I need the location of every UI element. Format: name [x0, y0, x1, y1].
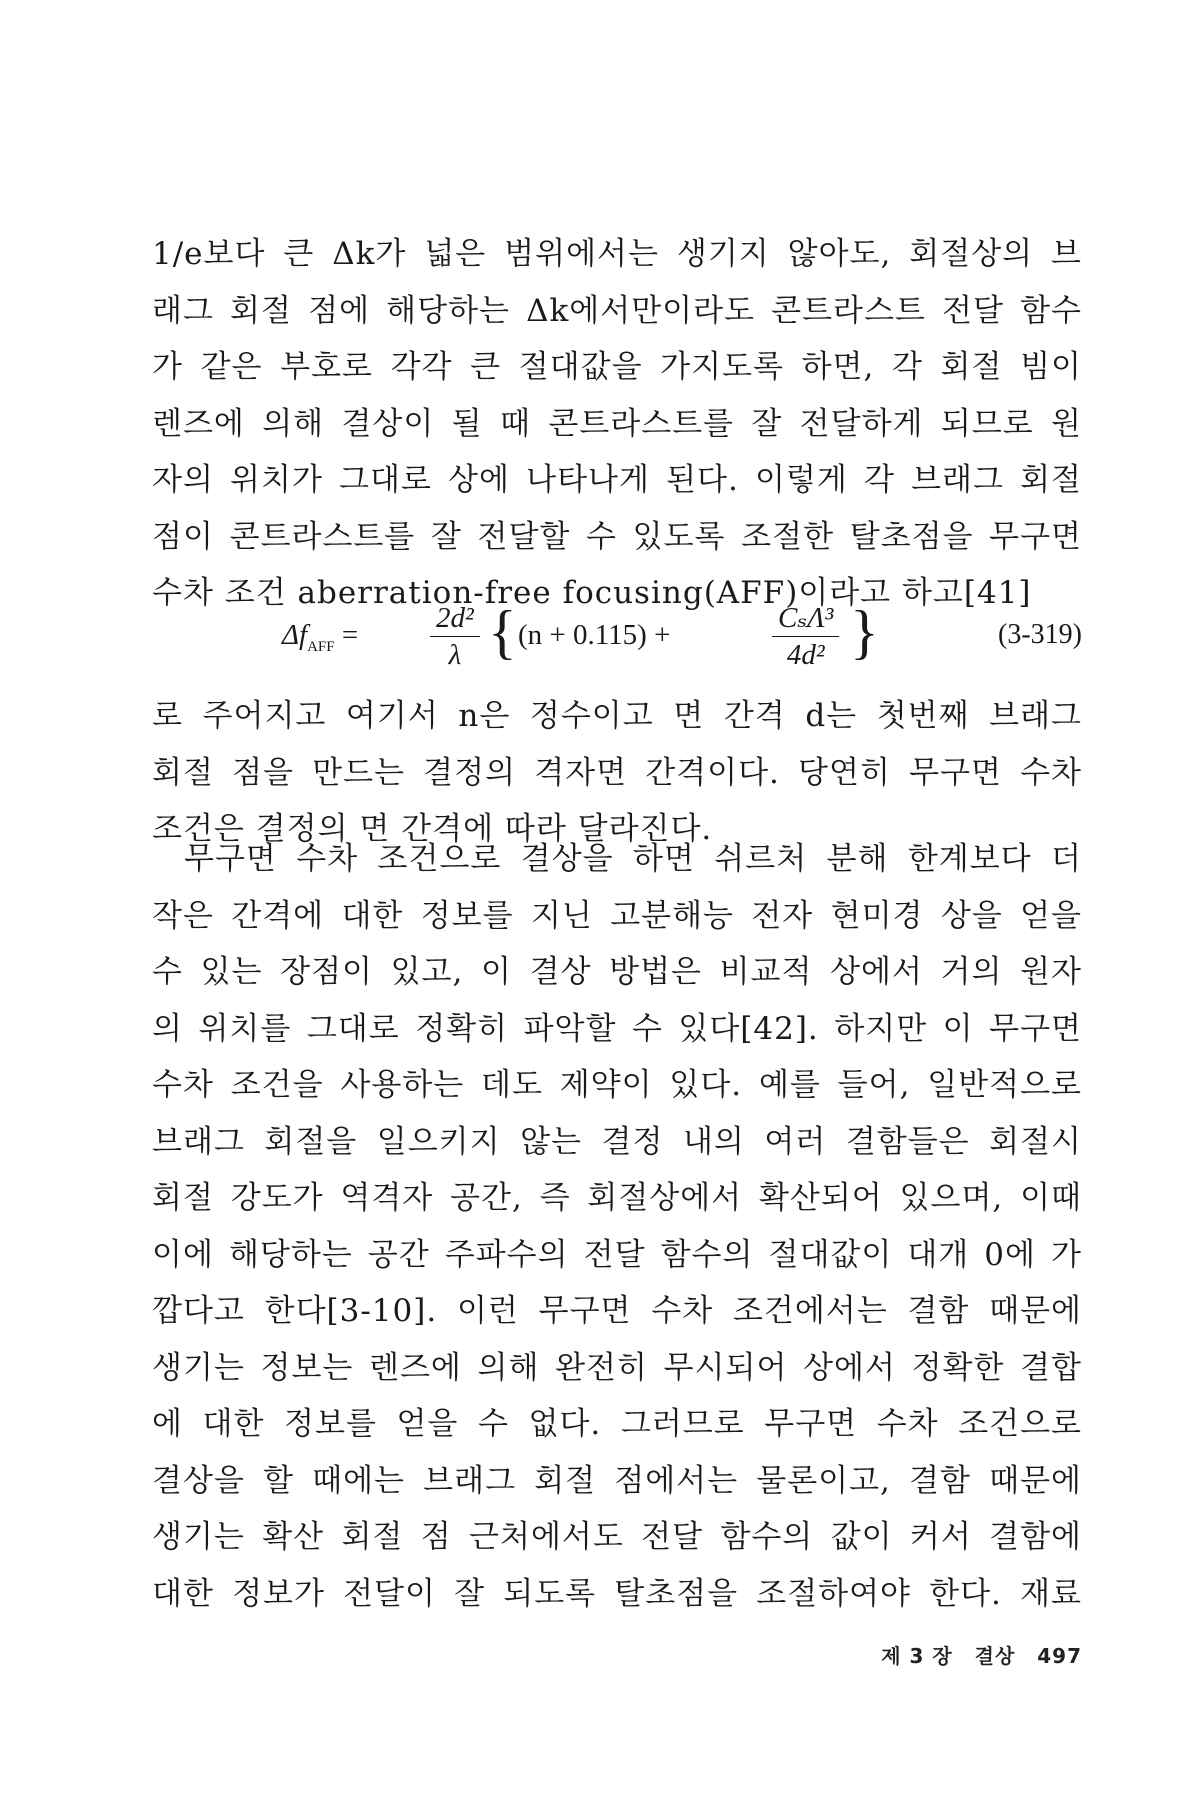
equation-lhs: [282, 619, 358, 656]
text-line: 무구면 수차 조건으로 결상을 하면 쉬르처 분해 한계보다 더: [184, 841, 1082, 877]
text-line: 수차 조건을 사용하는 데도 제약이 있다. 예를 들어, 일반적으로: [152, 1067, 1082, 1103]
text-line: 이에 해당하는 공간 주파수의 전달 함수의 절대값이 대개 0에 가: [152, 1236, 1082, 1273]
fraction-denominator: 4d²: [786, 639, 825, 671]
text-line: 로 주어지고 여기서 n은 정수이고 면 간격 d는 첫번째 브래그: [152, 698, 1082, 734]
fraction-cs-lambda3-over-4d2: [772, 600, 839, 673]
fraction-2d2-over-lambda: [430, 600, 480, 673]
text-line: 생기는 확산 회절 점 근처에서도 전달 함수의 값이 커서 결함에: [152, 1519, 1082, 1555]
equation-middle-term: (n + 0.115) +: [518, 619, 671, 651]
text-line: 회절 강도가 역격자 공간, 즉 회절상에서 확산되어 있으며, 이때: [152, 1180, 1082, 1216]
text-line: 에 대한 정보를 얻을 수 없다. 그러므로 무구면 수차 조건으로: [152, 1406, 1082, 1442]
footer-section: 결상: [974, 1644, 1016, 1668]
equation-number: (3-319): [998, 619, 1082, 650]
equation-3-319: [152, 594, 1082, 682]
fraction-numerator: 2d²: [430, 600, 480, 637]
page-footer: [867, 1640, 1082, 1669]
fraction-numerator: CₛΛ³: [772, 600, 839, 637]
text-line: 회절 점을 만드는 결정의 격자면 간격이다. 당연히 무구면 수차: [152, 754, 1082, 791]
paragraph-3: [152, 831, 1082, 1622]
text-line: 깝다고 한다[3-10]. 이런 무구면 수차 조건에서는 결함 때문에: [152, 1293, 1082, 1329]
open-brace: {: [488, 599, 517, 665]
text-line: 수 있는 장점이 있고, 이 결상 방법은 비교적 상에서 거의 원자: [152, 954, 1082, 990]
text-line: 브래그 회절을 일으키지 않는 결정 내의 여러 결함들은 회절시: [152, 1123, 1082, 1160]
close-brace: }: [850, 599, 879, 665]
text-line: 1/e보다 큰 Δk가 넓은 범위에서는 생기지 않아도, 회절상의 브: [152, 236, 1082, 272]
paragraph-1: [152, 226, 1082, 622]
equation-lhs-subscript: AFF: [307, 638, 335, 655]
equation-equals: =: [341, 619, 359, 651]
fraction-denominator: λ: [448, 639, 462, 671]
text-line: 작은 간격에 대한 정보를 지닌 고분해능 전자 현미경 상을 얻을: [152, 897, 1082, 934]
text-line: 렌즈에 의해 결상이 될 때 콘트라스트를 잘 전달하게 되므로 원: [152, 405, 1082, 442]
text-line: 대한 정보가 전달이 잘 되도록 탈초점을 조절하여야 한다. 재료: [152, 1575, 1082, 1612]
text-line: 자의 위치가 그대로 상에 나타나게 된다. 이렇게 각 브래그 회절: [152, 462, 1082, 498]
footer-chapter: 제 3 장: [881, 1644, 953, 1668]
text-line: 생기는 정보는 렌즈에 의해 완전히 무시되어 상에서 정확한 결합: [152, 1349, 1082, 1386]
text-line: 가 같은 부호로 각각 큰 절대값을 가지도록 하면, 각 회절 빔이: [152, 349, 1082, 385]
equation-lhs-symbol: Δf: [282, 619, 308, 651]
text-line: 결상을 할 때에는 브래그 회절 점에서는 물론이고, 결함 때문에: [152, 1462, 1082, 1499]
text-line: 조건은 결정의 면 간격에 따라 달라진다.: [152, 811, 713, 847]
page-number: 497: [1037, 1644, 1082, 1668]
text-line: 의 위치를 그대로 정확히 파악할 수 있다[42]. 하지만 이 무구면: [152, 1010, 1082, 1047]
text-line: 점이 콘트라스트를 잘 전달할 수 있도록 조절한 탈초점을 무구면: [152, 518, 1082, 555]
text-line: 수차 조건 aberration-free focusing(AFF)이라고 하고[41]: [152, 575, 1032, 611]
text-line: 래그 회절 점에 해당하는 Δk에서만이라도 콘트라스트 전달 함수: [152, 292, 1082, 329]
